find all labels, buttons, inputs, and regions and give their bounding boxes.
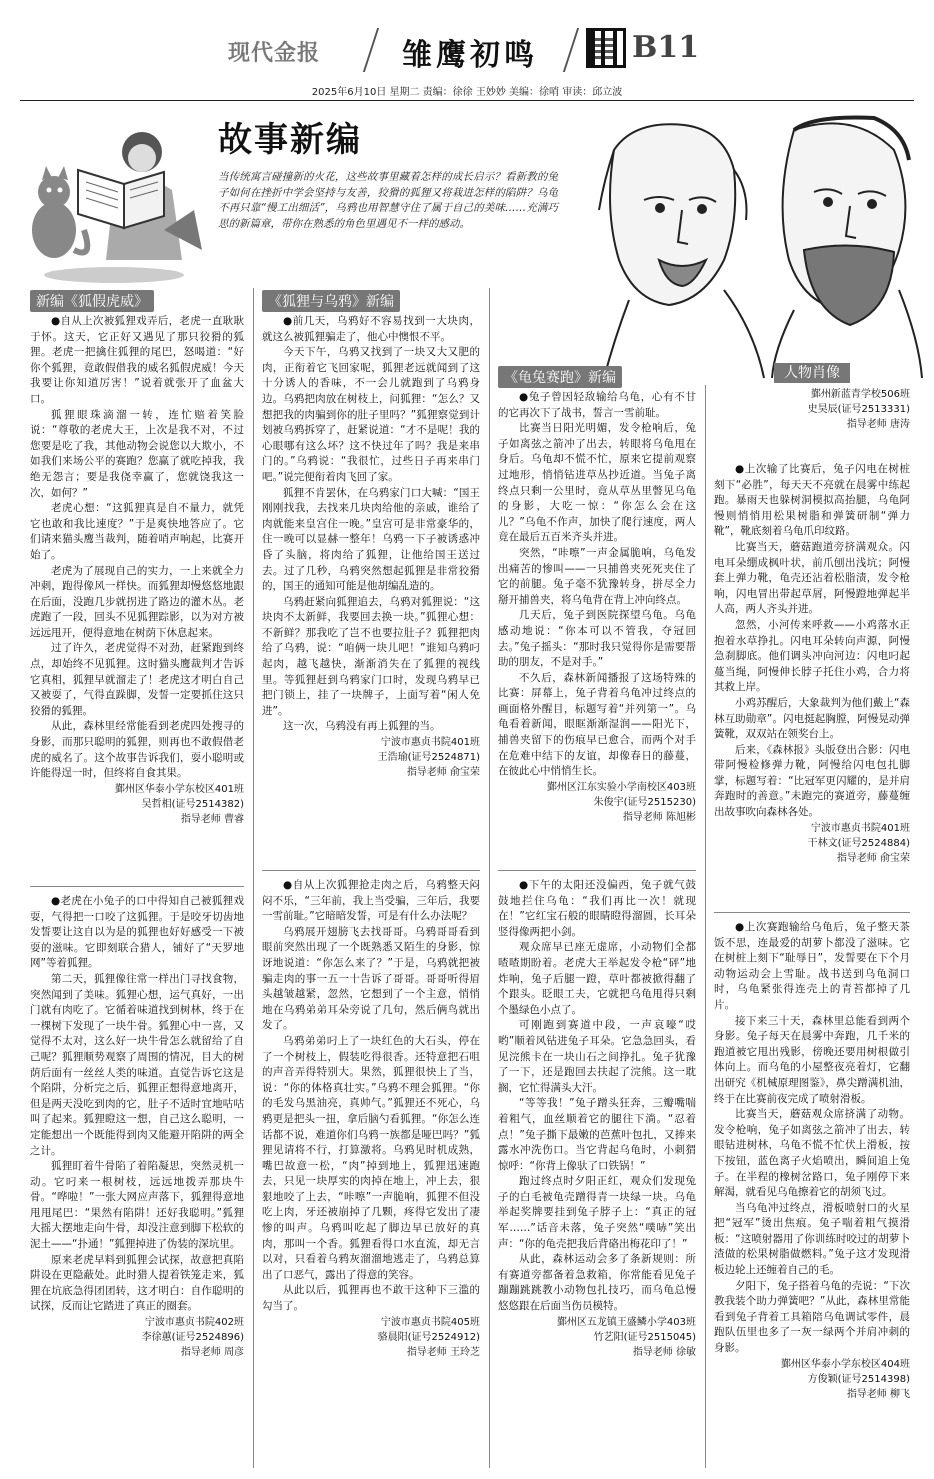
byline-author: 骆晨阳(证号2524912) [377,1331,480,1343]
article-paragraph: 乌鸦赶紧向狐狸追去，乌鸦对狐狸说：“这块肉不太新鲜，我要回去换一块。”狐狸心想：不新鲜？那我吃了岂不也要拉肚子？狐狸把肉给了乌鸦，说：“咱俩一块儿吧！”谁知乌鸦叼起肉，越飞越快，渐渐消失在了狐狸的视线里。等狐狸赶到乌鸦家门口时，发现乌鸦早已把门锁上，挂了一块牌子，上面写着“闲人免进”。 [262,595,480,717]
portrait-caption-teacher: 指导老师 唐涛 [846,419,910,430]
article-paragraph: 过了许久，老虎觉得不对劲，赶紧跑到终点，却始终不见狐狸。这时猫头鹰裁判才告诉它真相，狐狸早就溜走了！老虎这才明白自己又被耍了，气得直跺脚，发誓一定要抓住这只狡猾的狐狸。 [30,642,244,717]
article-divider [30,886,244,887]
byline-teacher: 指导老师 陈旭彬 [622,811,696,823]
article-paragraph: 比赛当日阳光明媚，发令枪响后，兔子如离弦之箭冲了出去，转眼将乌龟甩在身后。乌龟却不慌不忙，原来它提前观察过地形，悄悄钻进草丛抄近道。当兔子离终点只剩一公里时，竟从草丛里瞥见乌龟的身影，大吃一惊：“你怎么会在这儿？”乌龟不作声，加快了爬行速度，两人竟在最后五百米齐头并进。 [498,422,696,544]
byline-school: 宁波市惠贞书院405班 [380,1316,480,1328]
article-paragraph: ●自从上次狐狸抢走肉之后，乌鸦整天闷闷不乐，“三年前，我上当受骗，三年后，我要一雪前耻。”它暗暗发誓，可是有什么办法呢？ [262,879,480,923]
article-paragraph: 不久后，森林新闻播报了这场特殊的比赛：屏幕上，兔子背着乌龟冲过终点的画面格外醒目，标题写着“并列第一”。乌龟看着新闻，眼眶渐渐湿润——阳光下，捕兽夹留下的伤痕早已愈合，而两个对手在危难中结下的友谊，却像春日的藤蔓，在彼此心中悄悄生长。 [498,671,696,778]
byline-author: 李徐蕙(证号2524896) [141,1332,244,1344]
article-paragraph: 夕阳下，兔子搭着乌龟的壳说：“下次教我装个助力弹簧吧？”从此，森林里常能看到兔子背着工具箱陪乌龟调试零件，晨跑队伍里也多了一灰一绿两个并肩冲刺的身影。 [714,1279,910,1355]
article-paragraph: ●上次输了比赛后，兔子闪电在树桩刻下“必胜”，每天天不亮就在晨雾中练起跑。暴雨天也躲树洞模拟高抬腿，乌龟阿慢则悄悄用松果树脂和弹簧研制“弹力靴”，靴底刻着乌龟爪印纹路。 [714,463,910,538]
byline-author: 吴哲相(证号2514382) [141,798,244,810]
article-paragraph: 当乌龟冲过终点，滑板喷射口的火星把“冠军”烫出焦痕。兔子喘着粗气摸滑板：“这喷射器用了你训练时咬过的胡萝卜渣做的松果树脂做燃料。”兔子这才发现滑板边轮上还缠着自己的毛。 [714,1201,910,1277]
byline-teacher: 指导老师 徐敏 [632,1346,696,1358]
article-divider [714,912,910,913]
article-paragraph: 原来老虎早料到狐狸会试探，故意把真陷阱设在更隐蔽处。此时猎人提着铁笼走来，狐狸在坑底急得团团转，这才明白：自作聪明的试探，反而让它踏进了真正的圈套。 [30,1253,244,1313]
article-jet-skateboard [714,920,910,1402]
byline-school: 鄞州区华泰小学东校区404班 [780,1358,910,1370]
man-right-icon [772,118,922,379]
article-paragraph: ●上次赛跑输给乌龟后，兔子整天茶饭不思，连最爱的胡萝卜都没了滋味。它在树桩上刻下“耻辱日”，发誓要在下个月动物运动会上雪耻。战书送到乌龟洞口时，乌龟紧张得连壳上的青苔都掉了几片。 [714,921,910,1011]
article-paragraph: 可刚跑到赛道中段，一声哀嚎“哎哟”顺着风钻进兔子耳朵。它急急回头，看见浣熊卡在一块山石之间挣扎。兔子犹豫了一下，还是跑回去扶起了浣熊。这一耽搁，它忙得满头大汗。 [498,1019,696,1094]
article-paragraph: 第二天，狐狸像往常一样出门寻找食物，突然闻到了美味。狐狸心想，运气真好，一出门就有肉吃了。它循着味道找到树林，终于在一棵树下发现了一块牛骨。狐狸心中一喜，又觉得不太对，这么好一块牛骨怎么就留给了自己呢？狐狸顺势观察了周围的情况，目大的树荫后面有一丝丝人类的味道。直觉告诉它这是个陷阱，分析完之后，狐狸正想得意地离开，但是两天没吃到肉的它，肚子不适时宜地咕咕叫了起来。狐狸瞪这一想，自己这么聪明，一定能想出一个既能得到肉又能避开陷阱的两全之计。 [30,972,244,1157]
article-paragraph: 这一次，乌鸦没有再上狐狸的当。 [283,720,441,733]
feature-title: 故事新编 [218,120,362,160]
byline-author: 朱俊宇(证号2515230) [593,796,696,808]
article-paragraph: 突然，“咔嚓”一声金属脆响，乌龟发出痛苦的惨叫——一只捕兽夹死死夹住了它的前腿。兔子毫不犹豫转身，拼尽全力掰开捕兽夹，将乌龟背在背上冲向终点。 [498,546,696,606]
man-left-icon [599,124,764,378]
article-fox-trap [30,894,244,1360]
masthead-divider [563,28,579,72]
byline-school: 鄞州区江东实验小学南校区403班 [546,781,696,793]
article-paragraph: 跑过终点时夕阳正红，观众们发现兔子的白毛被龟壳蹭得青一块绿一块。乌龟举起奖牌要挂到兔子脖子上：“真正的冠军……”话音未落，兔子突然“噗哧”笑出声：“你的龟壳把我后背硌出梅花印了！” [498,1175,696,1250]
byline-school: 宁波市惠贞书院402班 [144,1317,244,1329]
paper-name: 现代金报 [228,41,321,66]
byline-author: 竹艺阳(证号2515045) [593,1331,696,1343]
article-paragraph: 比赛当天，蘑菇跑道旁挤满观众。闪电耳朵绷成枫叶状，前爪刨出浅坑；阿慢套上弹力靴，龟壳还沾着松脂渍，发令枪响，闪电冒出带起草屑，阿慢蹬地弹起半人高，两人齐头并进。 [714,540,910,616]
article-kicker: 《龟兔赛跑》新编 [498,366,622,388]
byline-school: 鄞州区五龙镇王盛鳞小学403班 [556,1316,696,1328]
feature-intro: 当传统寓言碰撞新的火花，这些故事里藏着怎样的成长启示？看新教的兔子如何在挫折中学会坚持与友善，狡猾的狐狸又将栽进怎样的陷阱？乌龟不再只靠“慢工出细活”，乌鸦也用智慧守住了属于自己的美味……充满巧思的新篇章，带你在熟悉的角色里遇见不一样的感动。 [218,171,558,230]
dateline: 2025年6月10日 星期二 责编：徐徐 王妙妙 美编：徐哨 审读：邱立波 [311,87,623,98]
column-rule [253,288,254,1468]
article-paragraph: 狐狸眼珠滴溜一转，连忙赔着笑脸说：“尊敬的老虎大王，上次是我不对，不过您要是吃了我，其他动物会说您以大欺小，不如我们来场公平的赛跑？您赢了就吃掉我，我绝无怨言；要是我侥幸赢了，您就饶我这一次，如何？” [30,408,244,499]
column-rule [705,385,706,1468]
byline-school: 鄞州区华泰小学东校区401班 [114,783,244,795]
portrait-caption-school: 鄞州新蓝青学校506班 [810,389,910,400]
article-paragraph: ●前几天，乌鸦好不容易找到一大块肉，就这么被狐狸骗走了，他心中懊恨不平。 [262,315,480,343]
article-paragraph: 观众席早已座无虚席，小动物们全都喳喳期盼着。老虎大王举起发令枪“砰”地炸响，兔子后腿一蹬，草叶都被掀得翻了个跟头。眨眼工夫，它就把乌龟甩得只剩个墨绿色小点了。 [498,941,696,1016]
article-paragraph: 接下来三十天，森林里总能看到两个身影。兔子每天在晨雾中奔跑，几千米的跑道被它甩出残影，傍晚还要用树根做引体向上。而乌龟的小屋整夜亮着灯，它翻出研究《机械原理图鉴》，鼻尖蹭满机油，终于在比赛前夜完成了喷射滑板。 [714,1014,910,1105]
article-divider [262,870,480,871]
article-paragraph: 比赛当天，蘑菇观众席挤满了动物。发令枪响，兔子如离弦之箭冲了出去，转眼钻进树林，乌龟不慌不忙伏上滑板，按下按钮，蓝色离子火焰喷出，瞬间追上兔子。在半程的橡树岔路口，兔子刚停下来解渴，就看见乌龟擦着它的胡须飞过。 [714,1108,910,1199]
byline-teacher: 指导老师 王玲芝 [406,1346,480,1358]
article-tortoise-hare [498,366,696,825]
article-paragraph: 狐狸不肯罢休，在乌鸦家门口大喊：“国王刚刚找我，去找来几块肉给他的亲戚，谁给了肉就能来皇宫住一晚。”皇宫可是非常豪华的，住一晚可以显赫一整年！乌鸦一下子被诱惑冲昏了头脑，将肉给了狐狸，让他给国王送过去。过了几秒，乌鸦突然想起狐狸是非常狡猾的，国王的通知可能是他胡编乱造的。 [262,486,480,593]
article-fox-tiger [30,290,244,827]
article-paragraph: 今天下午，乌鸦又找到了一块又大又肥的肉，正衔着它飞回家呢，狐狸老远就闻到了这十分诱人的香味，不一会儿就跑到了乌鸦身边。乌鸦把肉放在树枝上，问狐狸：“怎么？又想把我的肉骗到你的肚子里吗？”狐狸察觉到计划被乌鸦拆穿了，赶紧说道：“才不是呢！我的心眼哪有这么坏？这不快过年了吗？我是来串门的。”乌鸦说：“我很忙，过些日子再来串门吧。”说完便衔着肉飞回了家。 [262,346,480,483]
header-rule [20,100,914,101]
article-paragraph: ●下午的太阳还没偏西，兔子就气鼓鼓地拦住乌龟：“我们再比一次！就现在！”它红宝石般的眼睛瞪得溜圆，长耳朵竖得像两把小剑。 [498,879,696,938]
article-paragraph: 忽然，小河传来呼救——小鸡落水正抱着水草挣扎。闪电耳朵转向声源，阿慢急刹脚底。他们调头冲向河边：闪电叼起蔓当绳，阿慢伸长脖子托住小鸡，合力将其救上岸。 [714,618,910,694]
article-paragraph: 乌鸦展开翅膀飞去找哥哥。乌鸦哥哥看到眼前突然出现了一个既熟悉又陌生的身影，惊讶地说道：“你怎么来了？”于是，乌鸦就把被骗走肉的事一五一十告诉了哥哥。哥哥听得眉头越皱越紧，忽然，它想到了一个主意，悄悄地在乌鸦弟弟耳朵旁说了几句，然后俩鸟就出发了。 [262,925,480,1032]
article-paragraph: “等等我！”兔子蹭头狂奔，三瓣嘴喘着粗气，血丝顺着它的腿往下淌。“忍着点！”兔子撕下最嫩的芭蕉叶包扎，又捧来露水冲洗伤口。当它背起乌龟时，小刺猬惊呼：“你背上像驮了口铁锅！” [498,1097,696,1172]
byline-teacher: 指导老师 俞宝荣 [836,852,910,864]
article-crow-revenge [262,878,480,1360]
article-paragraph: 狐狸盯着牛骨陷了着陷凝思，突然灵机一动。它叼来一根树枝，远远地拨弄那块牛骨。“哗啦！”一张大网应声落下，狐狸得意地甩甩尾巴：“果然有陷阱！还好我聪明。”狐狸大摇大摆地走向牛骨，却没注意到脚下松软的泥土——“扑通！”狐狸掉进了伪装的深坑里。 [30,1160,244,1251]
byline-school: 宁波市惠贞书院401班 [810,822,910,834]
girl-reading-illustration [14,110,214,290]
byline-teacher: 指导老师 柳飞 [846,1388,910,1400]
article-paragraph: ●自从上次被狐狸戏弄后，老虎一直耿耿于怀。这天，它正好又遇见了那只狡猾的狐狸。老虎一把擒住狐狸的尾巴，怒喝道：“好你个狐狸，竟敢假借我的威名狐假虎威！今天我要让你知道厉害！”说着就张开了血盆大口。 [30,315,244,405]
article-paragraph: 老虎心想：“这狐狸真是自不量力，就凭它也敢和我比速度？”于是爽快地答应了。它们请来猫头鹰当裁判，随着哨声响起，比赛开始了。 [30,502,244,561]
byline-teacher: 指导老师 曹睿 [180,813,244,825]
portrait-caption [714,362,910,432]
byline-teacher: 指导老师 俞宝荣 [406,767,480,779]
byline-teacher: 指导老师 周彦 [180,1347,244,1359]
masthead [0,0,934,98]
article-hare-helps [498,878,696,1360]
article-paragraph: 后来，《森林报》头版登出合影：闪电带阿慢检修弹力靴，阿慢给闪电包扎脚掌，标题写着：“比冠军更闪耀的，是并肩奔跑时的善意。”未跑完的赛道旁，藤蔓缠出故事吹向森林各处。 [714,743,910,819]
section-name: 雏鹰初鸣 [402,38,538,73]
article-kicker: 《狐狸与乌鸦》新编 [262,290,400,312]
article-paragraph: 从此以后，狐狸再也不敢干这种下三滥的勾当了。 [262,1284,480,1313]
portrait-caption-author: 史昊辰(证号2513331) [807,404,910,415]
column-rule [489,288,490,1468]
article-paragraph: 老虎为了展现自己的实力，一上来就全力冲刺，跑得像风一样快。而狐狸却慢悠悠地跟在后面，没跑几步就拐进了路边的灌木丛。老虎跑了一段，回头不见狐狸踪影，以为对方被远远甩开，便得意地在树荫下休息起来。 [30,564,244,639]
open-book-icon [78,170,164,228]
article-paragraph: 几天后，兔子到医院探望乌龟。乌龟感动地说：“你本可以不管我，夺冠回去。”兔子摇头：“那时我只觉得你是需要帮助的朋友，不是对手。” [498,609,696,669]
article-kicker: 新编《狐假虎威》 [30,290,154,312]
article-paragraph: 乌鸦弟弟叼上了一块红色的大石头，停在了一个树枝上，假装吃得很香。还特意把石咀的声音弄得特别大。果然，狐狸很快上了当，说：“你的体格真壮实。”乌鸦不理会狐狸。“你的毛发乌黑油亮，真帅气。”狐狸还不死心，乌鸦更是把头一扭，拿后脑勺看狐狸。“你怎么连话都不说，难道你们乌鸦一族都是哑巴吗？”狐狸见请将不行，打算激将。乌鸦见时机成熟，嘴巴故意一松，“肉”掉到地上，狐狸迅速跑去，只见一块厚实的肉掉在地上，冲上去，狠狠地咬了上去，“咔嚓”一声脆响，狐狸不但没吃上肉，牙还被崩掉了几颗，疼得它发出了凄惨的叫声。乌鸦叫吃起了脚边早已放好的真肉，那叫一个香。狐狸看得口水直流，却无言以对，只看着乌鸦灰溜溜地逃走了，乌鸦总算出了口恶气，露出了得意的笑容。 [262,1034,480,1281]
byline-author: 方俊颖(证号2514398) [807,1373,910,1385]
byline-school: 宁波市惠贞书院401班 [380,737,480,749]
article-paragraph: 从此，森林运动会多了条新规则：所有赛道旁都备着急救箱，你常能看见兔子蹦蹦跳跳教小动物包扎技巧，而乌龟总慢悠悠跟在后面当伤员模特。 [498,1253,696,1313]
qr-code-icon [586,28,626,68]
article-paragraph: 小鸡苏醒后，大象裁判为他们戴上“森林互助勋章”。闪电挺起胸膛，阿慢晃动弹簧靴，双双站在领奖台上。 [714,696,910,741]
masthead-divider [363,28,379,72]
article-fox-crow [262,290,480,780]
byline-author: 王浩瑜(证号2524871) [377,752,480,764]
article-paragraph: 从此，森林里经常能看到老虎四处搜寻的身影，而那只聪明的狐狸，则再也不敢假借老虎的威名了。这个故事告诉我们，耍小聪明或许能得逞一时，但终将自食其果。 [30,720,244,780]
page-number: B11 [632,30,700,65]
article-paragraph: ●老虎在小兔子的口中得知自己被狐狸戏耍，气得把一口咬了这狐狸。于是咬牙切齿地发誓要让这自以为是的狐狸也好好感受一下被耍的滋味。它即刻联合猎人，铺好了“天罗地网”等着狐狸。 [30,895,244,970]
portrait-caption-title: 人物肖像 [774,363,850,383]
byline-author: 干林文(证号2524884) [807,837,910,849]
article-hare-lightning [714,462,910,866]
portrait-sketch-illustration [574,110,924,380]
article-paragraph: ●兔子曾因轻敌输给乌龟，心有不甘的它再次下了战书，誓言一雪前耻。 [498,391,696,419]
article-divider [498,870,696,871]
